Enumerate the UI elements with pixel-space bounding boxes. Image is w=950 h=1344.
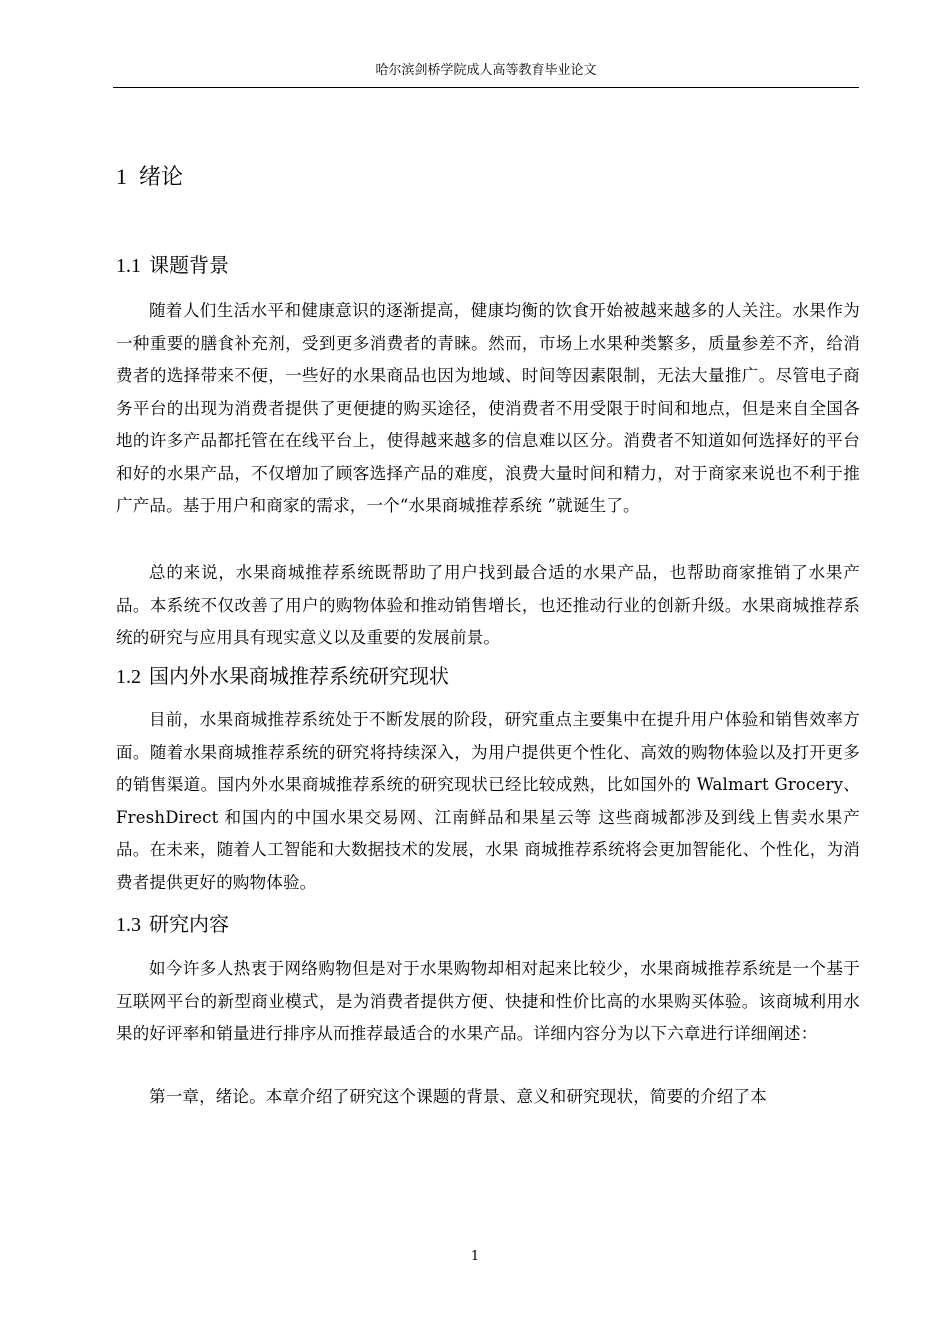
page-number: 1 (470, 1249, 480, 1264)
section-number: 1.1 (116, 255, 141, 277)
paragraph-research-status: 目前，水果商城推荐系统处于不断发展的阶段，研究重点主要集中在提升用户体验和销售效率方面。随着水果商城推荐系统的研究将持续深入，为用户提供更个性化、高效的购物体验以及打开更多的销售渠道。国内外水果商城推荐系统的研究现状已经比较成熟，比如国外的 Walmart Grocery、FreshDirect 和国内的中国水果交易网、江南鲜品和果星云等 这些商城都涉及到线上售卖水果产品。在未来，随着人工智能和大数据技术的发展，水果 商城推荐系统将会更加智能化、个性化，为消费者提供更好的购物体验。 (116, 710, 860, 892)
section-number: 1.3 (116, 914, 141, 936)
section-number: 1.2 (116, 666, 141, 688)
chapter-title (116, 162, 183, 193)
paragraph-background-1: 随着人们生活水平和健康意识的逐渐提高，健康均衡的饮食开始被越来越多的人关注。水果作为一种重要的膳食补充剂，受到更多消费者的青睐。然而，市场上水果种类繁多，质量参差不齐，给消费者的选择带来不便，一些好的水果商品也因为地域、时间等因素限制，无法大量推广。尽管电子商务平台的出现为消费者提供了更便捷的购买途径，使消费者不用受限于时间和地点，但是来自全国各地的许多产品都托管在在线平台上，使得越来越多的信息难以区分。消费者不知道如何选择好的平台和好的水果产品，不仅增加了顾客选择产品的难度，浪费大量时间和精力，对于商家来说也不利于推广产品。基于用户和商家的需求，一个“水果商城推荐系统 ”就诞生了。 (116, 301, 860, 515)
running-header: 哈尔滨剑桥学院成人高等教育毕业论文 (375, 63, 597, 78)
paragraph-research-content-2: 第一章，绪论。本章介绍了研究这个课题的背景、意义和研究现状，简要的介绍了本 (149, 1087, 767, 1106)
paragraph-background-2: 总的来说，水果商城推荐系统既帮助了用户找到最合适的水果产品，也帮助商家推销了水果产品。本系统不仅改善了用户的购物体验和推动销售增长，也还推动行业的创新升级。水果商城推荐系统的研究与应用具有现实意义以及重要的发展前景。 (116, 563, 860, 647)
section-title-1-3 (116, 910, 229, 939)
section-title-1-1 (116, 251, 229, 280)
paragraph-research-content-1: 如今许多人热衷于网络购物但是对于水果购物却相对起来比较少，水果商城推荐系统是一个基于互联网平台的新型商业模式，是为消费者提供方便、快捷和性价比高的水果购买体验。该商城利用水果的好评率和销量进行排序从而推荐最适合的水果产品。详细内容分为以下六章进行详细阐述： (116, 959, 860, 1043)
chapter-number: 1 (116, 164, 127, 189)
section-title-1-2 (116, 662, 449, 691)
header-rule (113, 87, 859, 88)
section-title-text: 研究内容 (149, 912, 229, 936)
section-title-text: 国内外水果商城推荐系统研究现状 (149, 664, 449, 688)
chapter-title-text: 绪论 (139, 165, 184, 190)
section-title-text: 课题背景 (149, 253, 229, 277)
